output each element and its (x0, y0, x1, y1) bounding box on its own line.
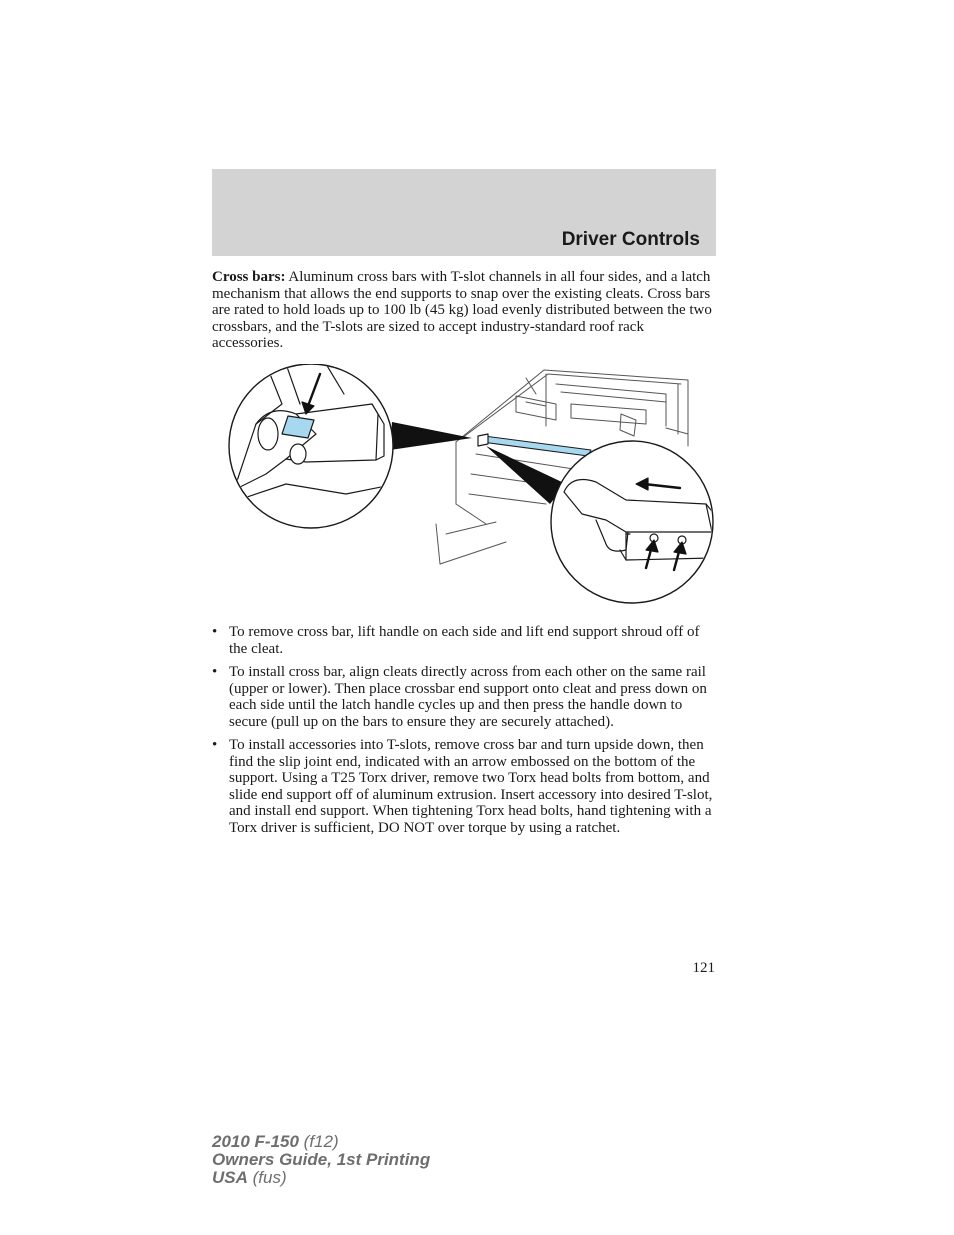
intro-text: Aluminum cross bars with T-slot channels in all four sides, and a latch mechanism that allows the end supports to snap over the existing cleats. Cross bars are rated to hold loads up to 100 lb (45 kg) load evenly distributed between the two crossbars, and the T-slots are sized to accept industry-standard roof rack accessories. (212, 269, 712, 351)
list-item-text: To install accessories into T-slots, remove cross bar and turn upside down, then find the slip joint end, indicated with an arrow embossed on the bottom of the support. Using a T25 Torx driver, remove two Torx head bolts from bottom, and slide end support off of aluminum extrusion. Insert accessory into desired T-slot, and install end support. When tightening Torx head bolts, hand tightening with a Torx driver is sufficient, DO NOT over torque by using a ratchet. (229, 737, 713, 836)
footer-line-2: Owners Guide, 1st Printing (212, 1150, 431, 1169)
bullet-icon: • (212, 624, 218, 640)
bullet-icon: • (212, 664, 218, 680)
list-item (212, 664, 716, 730)
callout-wedge-right (486, 446, 566, 504)
instruction-list (212, 624, 716, 843)
footer-model: 2010 F-150 (212, 1132, 299, 1151)
callout-wedge-left (390, 422, 472, 450)
section-title: Driver Controls (561, 229, 700, 250)
footer-market-code: (fus) (247, 1168, 287, 1187)
left-detail-circle (226, 364, 396, 534)
cross-bar-installation-illustration-icon (226, 364, 716, 604)
page-number: 121 (692, 960, 715, 976)
footer-market: USA (212, 1168, 248, 1187)
footer-model-code: (f12) (298, 1132, 339, 1151)
list-item-text: To install cross bar, align cleats directly across from each other on the same rail (upper or lower). Then place crossbar end support onto cleat and press down on each side until the latch handle cycles up and then press the handle down to secure (pull up on the bars to ensure they are securely attached). (229, 664, 707, 730)
footer-edition (212, 1133, 430, 1187)
list-item (212, 737, 716, 836)
bullet-icon: • (212, 737, 218, 753)
latch-highlight (282, 416, 314, 438)
footer-line-1 (212, 1133, 430, 1151)
intro-label: Cross bars: (212, 269, 286, 285)
section-header-band (212, 169, 716, 256)
right-detail-circle (551, 441, 716, 603)
cross-bar-figure (226, 364, 716, 604)
list-item-text: To remove cross bar, lift handle on each side and lift end support shroud off of the cleat. (229, 624, 700, 657)
list-item (212, 624, 716, 657)
intro-paragraph (212, 269, 716, 352)
footer-line-3 (212, 1169, 430, 1187)
